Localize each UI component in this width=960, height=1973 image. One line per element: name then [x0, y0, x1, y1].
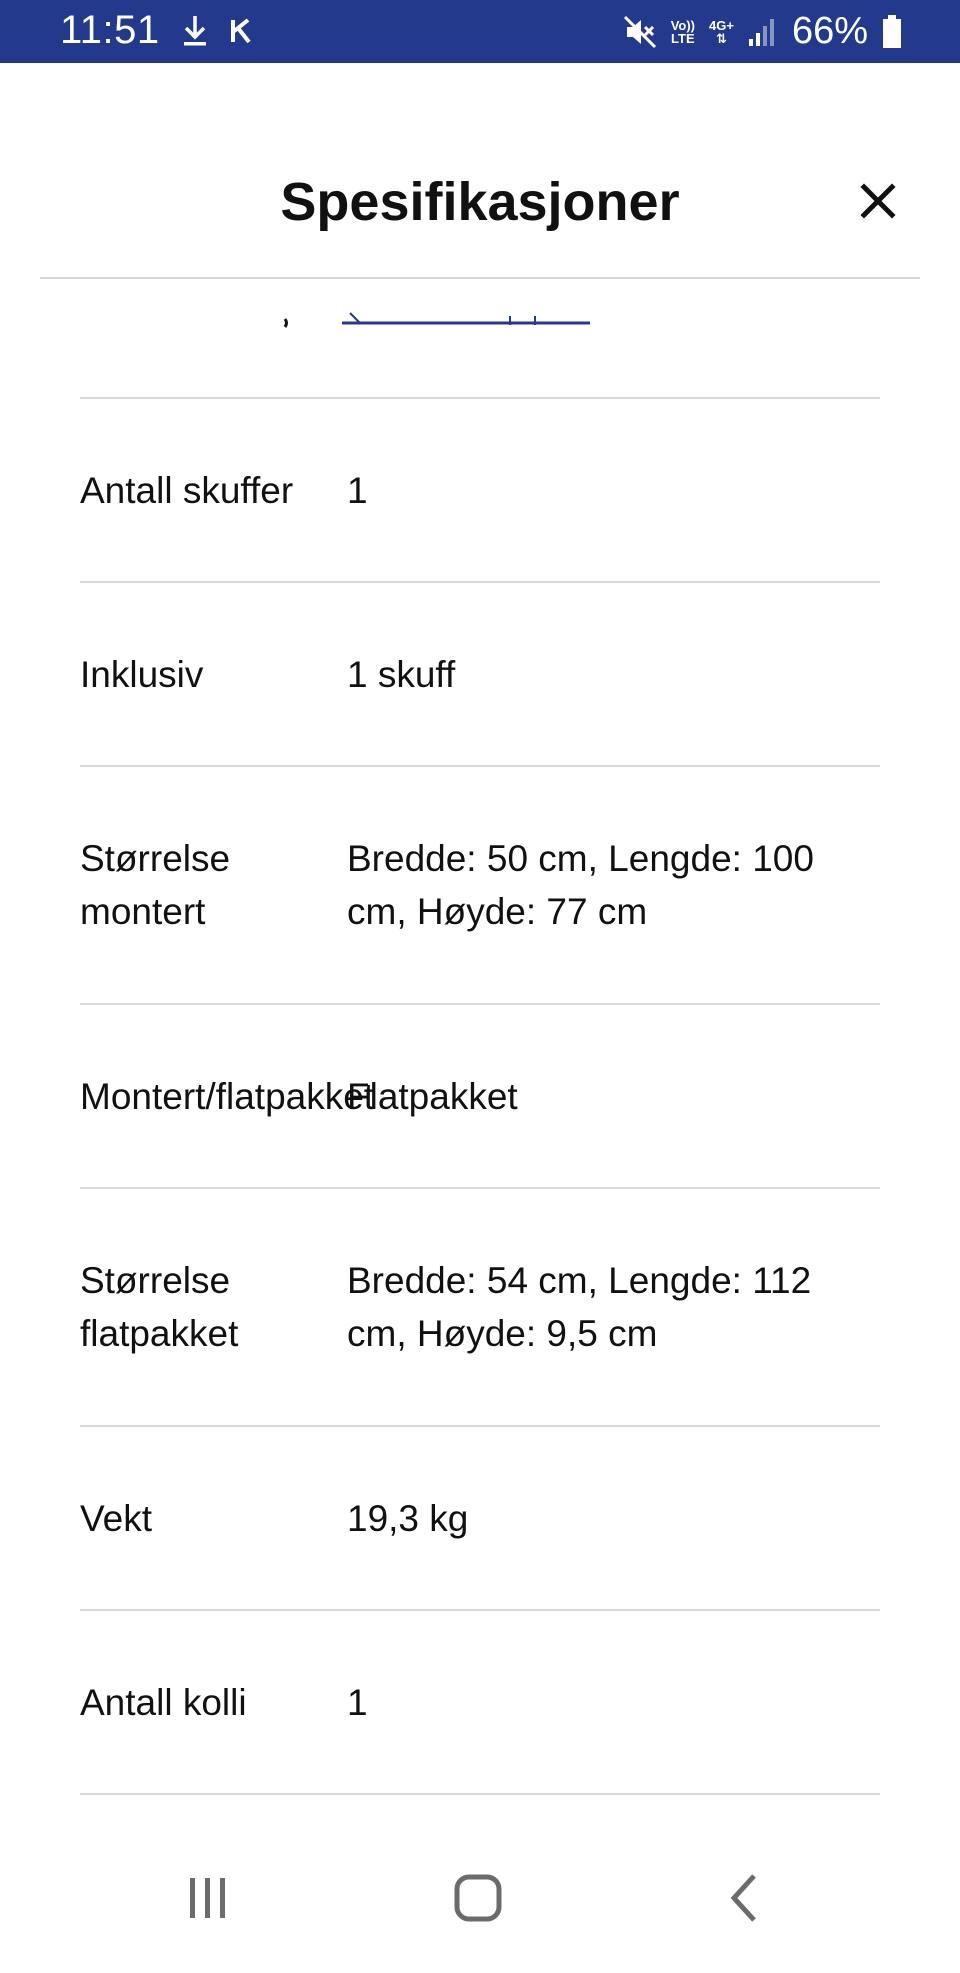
- mute-icon: [623, 15, 657, 49]
- signal-icon: [748, 17, 778, 47]
- battery-icon: [882, 15, 902, 49]
- spec-label: Inklusiv: [80, 653, 204, 695]
- back-icon[interactable]: [716, 1868, 776, 1928]
- spec-label: Størrelse montert: [80, 838, 231, 932]
- k-app-icon: [230, 18, 252, 44]
- spec-label: Antall kolli: [80, 1681, 247, 1723]
- specs-scroll-area[interactable]: [0, 279, 960, 1819]
- sheet-header: [0, 63, 960, 279]
- data-arrows-icon: ⇅: [716, 30, 727, 46]
- spec-value: 19,3 kg: [347, 1497, 469, 1539]
- spec-row: [80, 1187, 880, 1425]
- battery-percent: 66%: [791, 10, 868, 52]
- spec-row: [80, 397, 880, 581]
- status-time: 11:51: [60, 8, 160, 52]
- download-icon: [182, 14, 208, 48]
- spec-value: Bredde: 50 cm, Lengde: 100 cm, Høyde: 77 cm: [347, 838, 814, 932]
- network-type-icon: 4G+ ⇅: [709, 17, 734, 46]
- spec-row: [80, 1609, 880, 1793]
- close-icon[interactable]: [858, 181, 898, 221]
- spec-label: Vekt: [80, 1497, 152, 1539]
- spec-row: [80, 1003, 880, 1187]
- partial-row-cutoff: [80, 279, 880, 399]
- spec-value: 1: [347, 469, 368, 511]
- spec-label: Størrelse flatpakket: [80, 1260, 239, 1354]
- status-bar: [0, 0, 960, 63]
- page-title: Spesifikasjoner: [280, 172, 680, 232]
- spec-value: 1: [347, 1681, 368, 1723]
- specs-table: [80, 397, 880, 1795]
- home-icon[interactable]: [448, 1868, 508, 1928]
- table-bottom-divider: [80, 1793, 880, 1795]
- spec-label: Antall skuffer: [80, 469, 294, 511]
- recent-apps-icon[interactable]: [178, 1868, 238, 1928]
- spec-label: Montert/flatpakket: [80, 1075, 375, 1117]
- volte-icon: Vo)) LTE: [670, 17, 695, 46]
- spec-row: [80, 1425, 880, 1609]
- spec-row: [80, 765, 880, 1003]
- spec-value: Flatpakket: [347, 1075, 518, 1117]
- spec-value: Bredde: 54 cm, Lengde: 112 cm, Høyde: 9,5 cm: [347, 1260, 812, 1354]
- system-nav-bar: [0, 1830, 960, 1973]
- spec-row: [80, 581, 880, 765]
- spec-value: 1 skuff: [347, 653, 456, 695]
